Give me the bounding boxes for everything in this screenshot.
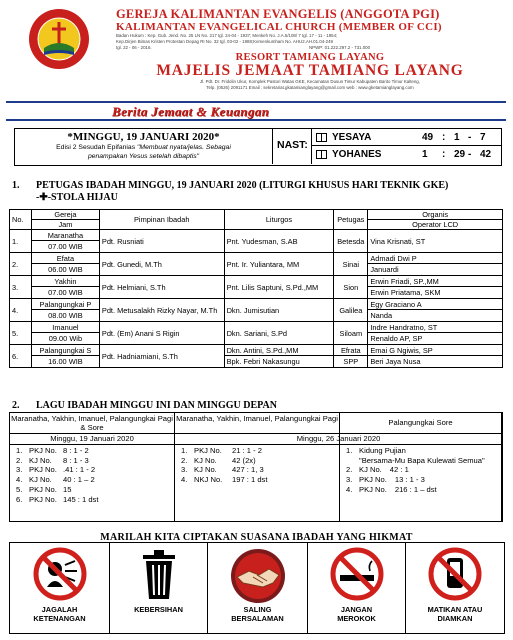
- banner: [6, 101, 506, 121]
- songs-col-next-week: [175, 413, 340, 521]
- handshake-icon: [229, 547, 287, 605]
- edisi-line-2: penampakan Yesus setelah dibaptis": [87, 153, 200, 160]
- row-no: 2.: [10, 253, 32, 276]
- row-liturgos-2: Bpk. Febri Nakasungu: [224, 356, 334, 368]
- row-petugas: Betesda: [334, 230, 368, 253]
- section1-heading: 1. PETUGAS IBADAH MINGGU, 19 JANUARI 2020 (LITURGI KHUSUS HARI TEKNIK GKE) -✚-STOLA HIJAU: [12, 180, 506, 204]
- row-gereja: Palangungkai S: [31, 345, 99, 356]
- songs-col3-header: Palangungkai Sore: [340, 413, 501, 434]
- row-jam: 16.00 WIB: [31, 356, 99, 368]
- row-pimpinan: Pdt. Gunedi, M.Th: [99, 253, 224, 276]
- edisi-line: Edisi 2 Sesudah Epifanias "Membuat nyata/jelas. Sebagai: [56, 144, 231, 151]
- col-header-petugas: Petugas: [334, 210, 368, 230]
- petugas-table: [9, 209, 503, 368]
- songs-col2-header: Maranatha, Yakhin, Imanuel, Palangungkai Pagi: [175, 413, 339, 434]
- list-item: 3. KJ No. 427 : 1, 3: [181, 465, 264, 475]
- list-item: 5. PKJ No. 15: [16, 484, 72, 494]
- row-pimpinan: Pdt. Helmiani, S.Th: [99, 276, 224, 299]
- row-gereja: Efata: [31, 253, 99, 264]
- col-header-jam: Jam: [31, 220, 99, 230]
- sign-label: SALING BERSALAMAN: [231, 605, 284, 623]
- row-petugas: Sion: [334, 276, 368, 299]
- church-logo-icon: [28, 8, 90, 70]
- row-gereja: Yakhin: [31, 276, 99, 287]
- date-block: [15, 129, 273, 164]
- nast-label: NAST:: [277, 139, 308, 151]
- date-reading-box: [14, 128, 502, 166]
- songs-next-date: Minggu, 26 Januari 2020: [175, 434, 502, 445]
- list-item: 1. PKJ No. 21 : 1 - 2: [181, 446, 262, 455]
- list-item: 4. KJ No. 40 : 1 – 2: [16, 475, 95, 485]
- legal-line-2: Kep.Dirjen Bimas Kristen Protestan Depag RI No. 32 tgl. 03-02 - 1988;Kemenkumham No. AHU2.AH.01.04-249: [116, 39, 333, 44]
- col-header-pimpinan: Pimpinan Ibadah: [99, 210, 224, 230]
- row-petugas: Siloam: [334, 322, 368, 345]
- sign-quiet: [10, 543, 110, 633]
- sign-greet: [208, 543, 308, 633]
- row-operator: Renaldo AP, SP: [368, 333, 503, 345]
- no-noise-icon: [33, 547, 87, 601]
- no-smoking-icon: [330, 547, 384, 601]
- row-operator: Januardi: [368, 264, 503, 276]
- sign-no-phone: [406, 543, 504, 633]
- row-pimpinan: Pdt. Metusalakh Rizky Nayar, M.Th: [99, 299, 224, 322]
- col-header-operator: Operator LCD: [368, 220, 503, 230]
- row-organis: Vina Krisnati, ST: [368, 230, 503, 253]
- row-organis: Admadi Dwi P: [368, 253, 503, 264]
- sign-label: MATIKAN ATAU DIAMKAN: [427, 605, 483, 623]
- reading-book: YOHANES: [332, 149, 382, 160]
- table-row: [10, 345, 503, 356]
- row-liturgos: Dkn. Jumisutian: [224, 299, 334, 322]
- row-liturgos: Dkn. Sariani, S.Pd: [224, 322, 334, 345]
- sign-no-smoking: [308, 543, 406, 633]
- contact-line: Telp. (0526) 2091171 Email : sekretariat.gkatamianglayang@gmail.com web : www.gketamianglayang.com: [206, 85, 414, 90]
- row-no: 4.: [10, 299, 32, 322]
- legal-line-1: Badan Hukum : Kep. Gub. Jend. No. 25 LN No. 217 tgl. 24-04 - 1937; Menkeh No. J.A.5/108/ 7 tgl. 17 - 11 - 1954;: [116, 33, 338, 38]
- row-petugas: Sinai: [334, 253, 368, 276]
- letterhead: [6, 4, 506, 100]
- songs-list: [10, 446, 174, 504]
- row-pimpinan: Pdt. Rusniati: [99, 230, 224, 253]
- songs-list: [175, 446, 339, 485]
- reading-verse-start: 29: [454, 149, 466, 160]
- sign-label: JANGAN MEROKOK: [337, 605, 376, 623]
- list-item: 3. PKJ No. .41 : 1 - 2: [16, 465, 96, 475]
- list-item: 6. PKJ No. 145 : 1 dst: [16, 494, 99, 504]
- reading-item: YOHANES 1 : 29 - 42: [312, 146, 501, 163]
- col-header-no: No.: [10, 210, 32, 230]
- row-organis: Indre Handratno, ST: [368, 322, 503, 333]
- majelis-name: MAJELIS JEMAAT TAMIANG LAYANG: [156, 62, 464, 79]
- section1-title: PETUGAS IBADAH MINGGU, 19 JANUARI 2020 (LITURGI KHUSUS HARI TEKNIK GKE): [36, 180, 449, 191]
- row-jam: 07.00 WIB: [31, 287, 99, 299]
- row-organis: Egy Graciano A: [368, 299, 503, 310]
- row-jam: 09.00 Wib: [31, 333, 99, 345]
- section3-title: MARILAH KITA CIPTAKAN SUASANA IBADAH YANG HIKMAT: [100, 532, 413, 543]
- section1-subtitle: -✚-STOLA HIJAU: [36, 192, 118, 203]
- row-petugas: Efrata: [334, 345, 368, 356]
- row-liturgos: Pnt. Ir. Yuliantara, MM: [224, 253, 334, 276]
- row-liturgos: Pnt. Lilis Saptuni, S.Pd.,MM: [224, 276, 334, 299]
- row-no: 3.: [10, 276, 32, 299]
- col-header-liturgos: Liturgos: [224, 210, 334, 230]
- row-no: 6.: [10, 345, 32, 368]
- sign-label: KEBERSIHAN: [134, 605, 183, 614]
- col-header-organis: Organis: [368, 210, 503, 220]
- org-title-en: KALIMANTAN EVANGELICAL CHURCH (MEMBER OF CCI): [116, 21, 442, 33]
- banner-title: Berita Jemaat & Keuangan: [112, 104, 270, 119]
- list-item: 2. KJ No. 8 : 1 - 3: [16, 455, 89, 465]
- reading-chapter: 49: [422, 132, 434, 143]
- no-phone-icon: [428, 547, 482, 601]
- sign-clean: [110, 543, 208, 633]
- table-row: [10, 299, 503, 310]
- trash-bin-icon: [139, 547, 179, 601]
- sign-row: [9, 542, 505, 634]
- reading-book: YESAYA: [332, 132, 372, 143]
- row-jam: 06.00 WIB: [31, 264, 99, 276]
- row-no: 5.: [10, 322, 32, 345]
- reading-verse-end: 42: [480, 149, 492, 160]
- table-row: [10, 356, 503, 368]
- row-operator: Nanda: [368, 310, 503, 322]
- row-organis: Erwin Friadi, SP.,MM: [368, 276, 503, 287]
- row-operator: Erwin Priatama, SKM: [368, 287, 503, 299]
- songs-col-next-week-sore: [340, 413, 502, 521]
- org-title: GEREJA KALIMANTAN EVANGELIS (ANGGOTA PGI): [116, 7, 440, 21]
- table-row: [10, 322, 503, 333]
- reading-verse-start: 1: [454, 132, 460, 143]
- songs-col1-header: Maranatha, Yakhin, Imanuel, Palangungkai Pagi & Sore: [11, 414, 173, 432]
- songs-col1-date: Minggu, 19 Januari 2020: [10, 434, 174, 445]
- col-header-gereja: Gereja: [31, 210, 99, 220]
- row-organis: Emai G Ngiwis, SP: [368, 345, 503, 356]
- address-line: Jl. Pdt. Dr. Fridolin Ukur, Komplek Pastori Watas GKE, Kecamatan Dusun Timur Kabupaten Barito Timur Kalteng,: [200, 79, 420, 84]
- list-item: 4. PKJ No. 216 : 1 – dst: [346, 484, 437, 494]
- book-icon: [316, 150, 327, 159]
- table-row: [10, 253, 503, 264]
- list-item: 2. KJ No. 42 (2x): [181, 455, 256, 465]
- reading-chapter: 1: [422, 149, 428, 160]
- row-gereja: Palangungkai P: [31, 299, 99, 310]
- section2-heading: 2. LAGU IBADAH MINGGU INI DAN MINGGU DEPAN: [12, 400, 277, 411]
- row-liturgos: Pnt. Yudesman, S.AB: [224, 230, 334, 253]
- table-row: [10, 230, 503, 241]
- row-gereja: Maranatha: [31, 230, 99, 241]
- row-petugas: Galilea: [334, 299, 368, 322]
- row-pimpinan: Pdt. (Em) Anani S Rigin: [99, 322, 224, 345]
- service-date: *MINGGU, 19 JANUARI 2020*: [67, 131, 220, 143]
- readings-list: [311, 129, 501, 164]
- list-item: 1. Kidung Pujian: [346, 446, 406, 455]
- row-jam: 07.00 WIB: [31, 241, 99, 253]
- list-item: 4. NKJ No. 197 : 1 dst: [181, 475, 268, 485]
- list-item: 2. KJ No. 42 : 1: [346, 465, 409, 475]
- row-liturgos: Dkn. Antini, S.Pd.,MM: [224, 345, 334, 356]
- songs-table: [9, 412, 503, 522]
- resort-name: RESORT TAMIANG LAYANG: [235, 52, 385, 63]
- org-text-block: [116, 8, 504, 91]
- list-item: "Bersama-Mu Bapa Kulewati Semua": [359, 455, 485, 465]
- section2-title: LAGU IBADAH MINGGU INI DAN MINGGU DEPAN: [36, 400, 277, 411]
- songs-col-this-week: [10, 413, 175, 521]
- songs-list: [340, 446, 501, 495]
- reading-verse-end: 7: [480, 132, 486, 143]
- list-item: 3. PKJ No. 13 : 1 - 3: [346, 475, 425, 485]
- row-pimpinan: Pdt. Hadniamiani, S.Th: [99, 345, 224, 368]
- list-item: 1. PKJ No. 8 : 1 - 2: [16, 446, 89, 455]
- sign-label: JAGALAH KETENANGAN: [33, 605, 86, 623]
- reading-item: YESAYA 49 : 1 - 7: [312, 129, 501, 146]
- table-row: [10, 276, 503, 287]
- row-operator: Beri Jaya Nusa: [368, 356, 503, 368]
- book-icon: [316, 133, 327, 142]
- row-petugas-2: SPP: [334, 356, 368, 368]
- row-no: 1.: [10, 230, 32, 253]
- row-gereja: Imanuel: [31, 322, 99, 333]
- row-jam: 08.00 WIB: [31, 310, 99, 322]
- legal-line-3: tgl. 22 - 06 - 2016. NPWP: 01.222.297.2 - 731.000: [116, 45, 371, 50]
